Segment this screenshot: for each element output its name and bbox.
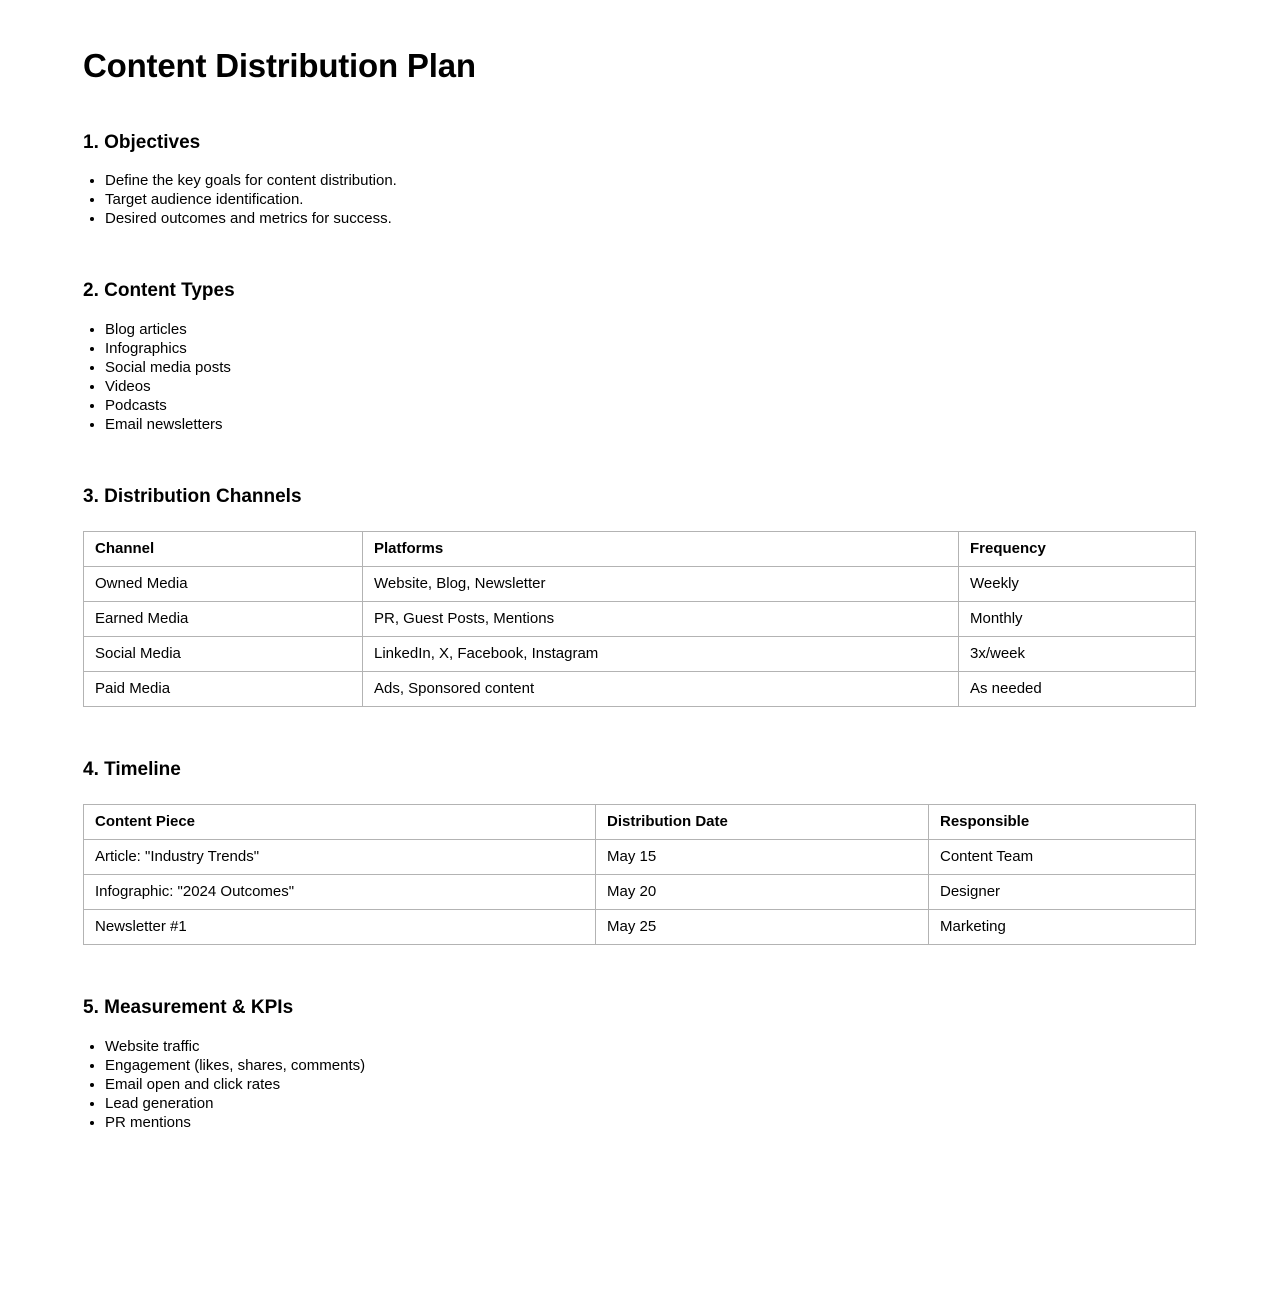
cell-distribution-date: May 15 [596,839,929,874]
table-row [84,566,1196,601]
list-item: • Define the key goals for content distribution. [105,171,1195,190]
table-header-row [84,804,1196,839]
list-item: • Social media posts [105,358,1195,377]
cell-channel: Social Media [84,636,363,671]
timeline-table [83,804,1196,945]
table-row [84,874,1196,909]
cell-content-piece: Newsletter #1 [84,909,596,944]
cell-frequency: Monthly [959,601,1196,636]
table-header-row [84,531,1196,566]
list-item: • Videos [105,377,1195,396]
section-heading-objectives: 1. Objectives [83,131,201,153]
list-item: • Website traffic [105,1037,1195,1056]
cell-content-piece: Article: "Industry Trends" [84,839,596,874]
cell-frequency: As needed [959,671,1196,706]
distribution-channels-table [83,531,1196,707]
cell-distribution-date: May 20 [596,874,929,909]
list-item: • Podcasts [105,396,1195,415]
table-row [84,839,1196,874]
cell-channel: Owned Media [84,566,363,601]
section-heading-measurement-kpis: 5. Measurement & KPIs [83,996,294,1018]
table-row [84,671,1196,706]
cell-frequency: 3x/week [959,636,1196,671]
cell-platforms: Ads, Sponsored content [363,671,959,706]
list-item: • Blog articles [105,320,1195,339]
list-item: • Email open and click rates [105,1075,1195,1094]
cell-frequency: Weekly [959,566,1196,601]
section-heading-distribution-channels: 3. Distribution Channels [83,486,302,508]
column-header-platforms: Platforms [363,531,959,566]
cell-platforms: Website, Blog, Newsletter [363,566,959,601]
table-row [84,909,1196,944]
cell-distribution-date: May 25 [596,909,929,944]
list-item: • Lead generation [105,1094,1195,1113]
page-title: Content Distribution Plan [83,47,476,84]
column-header-channel: Channel [84,531,363,566]
column-header-distribution-date: Distribution Date [596,804,929,839]
column-header-frequency: Frequency [959,531,1196,566]
section-heading-content-types: 2. Content Types [83,280,235,302]
list-item: • PR mentions [105,1113,1195,1132]
cell-responsible: Designer [929,874,1196,909]
section-heading-timeline: 4. Timeline [83,758,181,780]
list-item: • Target audience identification. [105,190,1195,209]
cell-responsible: Marketing [929,909,1196,944]
measurement-kpis-list [83,1037,1195,1132]
table-row [84,601,1196,636]
cell-platforms: PR, Guest Posts, Mentions [363,601,959,636]
list-item: • Email newsletters [105,415,1195,434]
objectives-list [83,171,1195,228]
column-header-responsible: Responsible [929,804,1196,839]
content-types-list [83,320,1195,434]
cell-content-piece: Infographic: "2024 Outcomes" [84,874,596,909]
cell-responsible: Content Team [929,839,1196,874]
cell-channel: Paid Media [84,671,363,706]
table-row [84,636,1196,671]
list-item: • Engagement (likes, shares, comments) [105,1056,1195,1075]
column-header-content-piece: Content Piece [84,804,596,839]
cell-platforms: LinkedIn, X, Facebook, Instagram [363,636,959,671]
list-item: • Infographics [105,339,1195,358]
list-item: • Desired outcomes and metrics for success. [105,209,1195,228]
cell-channel: Earned Media [84,601,363,636]
